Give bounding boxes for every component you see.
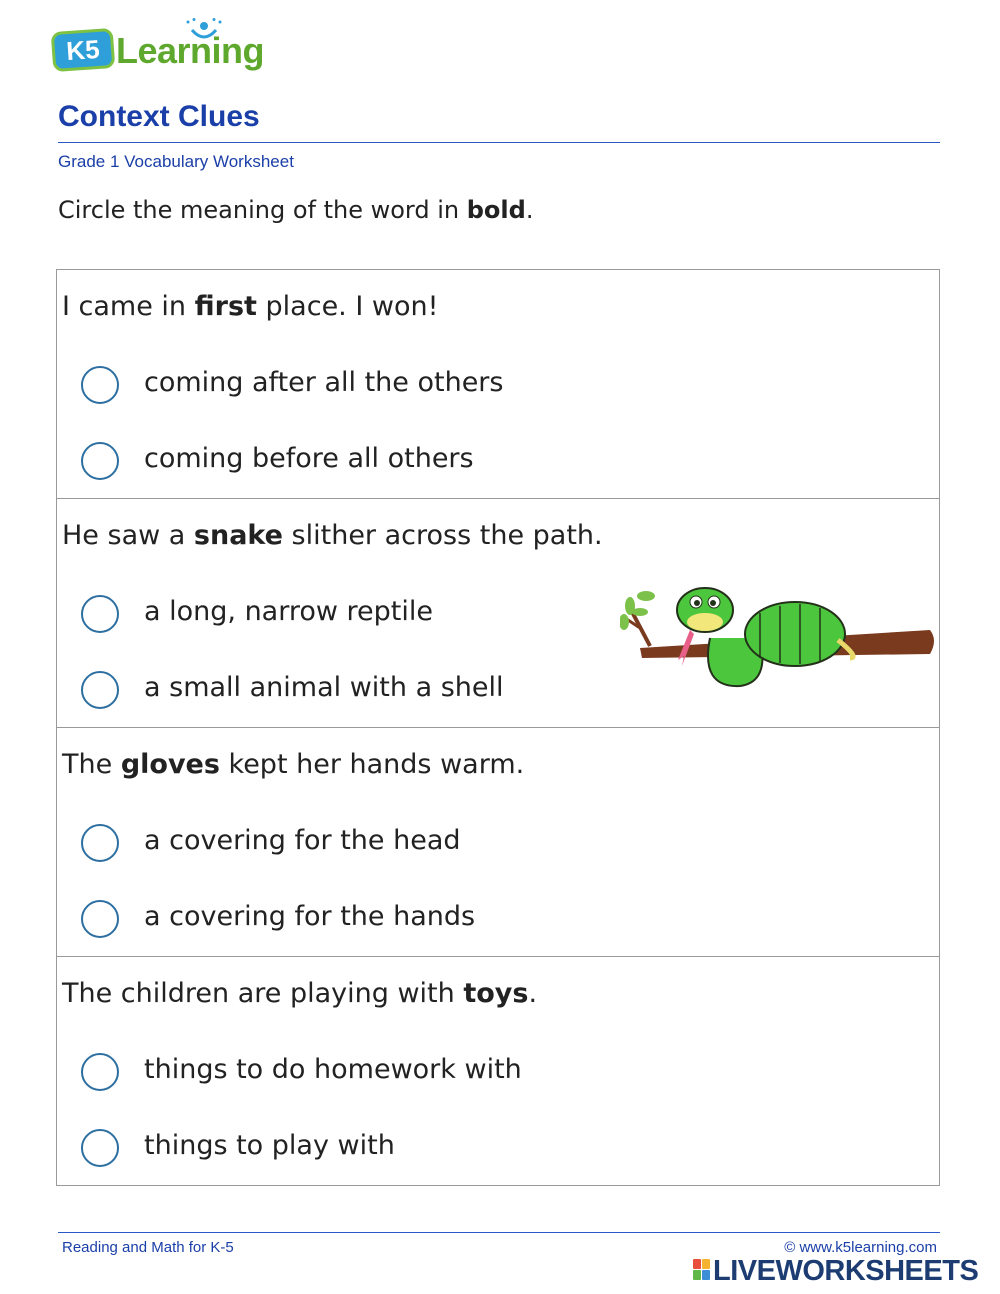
radio-circle[interactable]: [81, 1053, 119, 1091]
liveworksheets-tiles-icon: [693, 1259, 711, 1281]
questions-table: [56, 269, 940, 1186]
question-text-start: I came in: [62, 291, 195, 322]
instructions-text: Circle the meaning of the word in: [58, 196, 467, 224]
question-text-start: The children are playing with: [62, 978, 464, 1009]
radio-circle[interactable]: [81, 366, 119, 404]
question-keyword: first: [194, 291, 257, 322]
footer-copyright: © www.k5learning.com: [784, 1239, 937, 1256]
logo-word: Learning: [116, 30, 265, 71]
question-4: [57, 957, 939, 1186]
answer-option[interactable]: [81, 670, 621, 714]
answer-option[interactable]: [81, 1128, 621, 1172]
answer-option[interactable]: [81, 899, 621, 943]
instructions: [58, 196, 533, 224]
answer-label: a small animal with a shell: [144, 672, 504, 703]
answer-label: coming before all others: [144, 443, 474, 474]
footer-divider: [58, 1232, 940, 1233]
question-text: [62, 291, 438, 322]
question-text-end: place. I won!: [256, 291, 439, 322]
question-text-start: He saw a: [62, 520, 194, 551]
answer-label: things to play with: [144, 1130, 395, 1161]
liveworksheets-watermark: [693, 1255, 993, 1285]
page-title: Context Clues: [58, 100, 260, 133]
answer-label: coming after all the others: [144, 367, 504, 398]
answer-label: things to do homework with: [144, 1054, 522, 1085]
question-keyword: gloves: [120, 749, 220, 780]
question-text-start: The: [62, 749, 121, 780]
radio-circle[interactable]: [81, 900, 119, 938]
radio-circle[interactable]: [81, 671, 119, 709]
radio-circle[interactable]: [81, 1129, 119, 1167]
question-text-end: slither across the path.: [282, 520, 603, 551]
page-subtitle: Grade 1 Vocabulary Worksheet: [58, 152, 294, 171]
answer-option[interactable]: [81, 365, 621, 409]
answer-option[interactable]: [81, 823, 621, 867]
question-text-end: kept her hands warm.: [219, 749, 525, 780]
question-3: [57, 728, 939, 957]
question-1: [57, 270, 939, 499]
question-keyword: snake: [193, 520, 283, 551]
question-text: [62, 520, 603, 551]
answer-option[interactable]: [81, 1052, 621, 1096]
logo-figure-icon: [182, 18, 226, 48]
liveworksheets-text: LIVEWORKSHEETS: [713, 1255, 979, 1287]
answer-label: a covering for the hands: [144, 901, 476, 932]
radio-circle[interactable]: [81, 824, 119, 862]
answer-label: a long, narrow reptile: [144, 596, 433, 627]
question-text: [62, 749, 524, 780]
radio-circle[interactable]: [81, 442, 119, 480]
instructions-bold-word: bold: [466, 196, 526, 224]
instructions-end: .: [525, 196, 534, 224]
answer-option[interactable]: [81, 594, 621, 638]
k5-learning-logo: [52, 18, 267, 74]
radio-circle[interactable]: [81, 595, 119, 633]
answer-label: a covering for the head: [144, 825, 461, 856]
question-text: [62, 978, 537, 1009]
question-text-end: .: [528, 978, 538, 1009]
footer-tagline: Reading and Math for K-5: [62, 1239, 234, 1256]
k5-badge: K5: [51, 28, 116, 72]
question-keyword: toys: [463, 978, 529, 1009]
snake-illustration: [620, 578, 938, 698]
title-divider: [58, 142, 940, 143]
answer-option[interactable]: [81, 441, 621, 485]
